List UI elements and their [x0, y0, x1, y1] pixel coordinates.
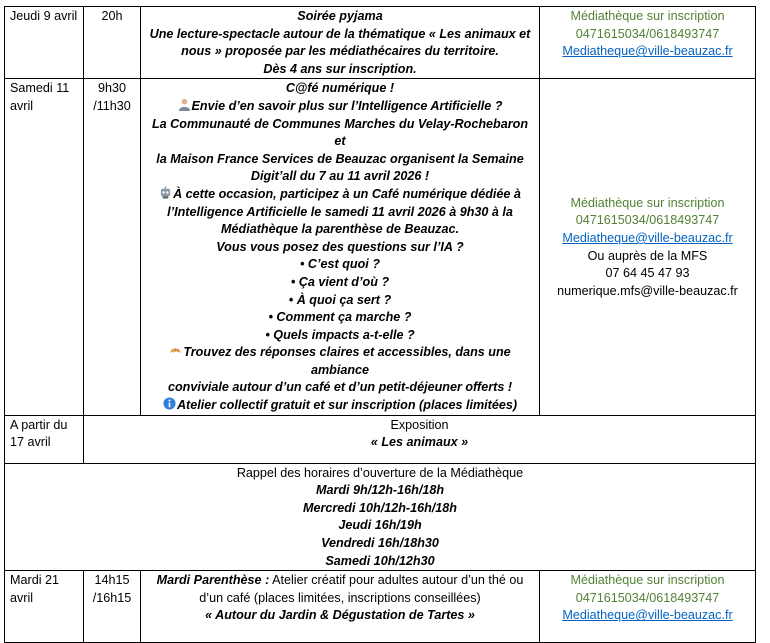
opening-hours-item: Mardi 9h/12h-16h/18h	[315, 483, 445, 498]
time-text: /11h30	[93, 98, 131, 113]
date-text: A partir du	[10, 417, 68, 432]
date-text: 17 avril	[10, 435, 51, 450]
event-line: Une lecture-spectacle autour de la thématique « Les animaux et	[149, 26, 531, 41]
event-contact	[540, 79, 756, 415]
event-title: Mardi Parenthèse :	[156, 573, 270, 588]
event-line: « Autour du Jardin & Dégustation de Tartes »	[205, 608, 475, 623]
croissant-icon	[169, 344, 182, 357]
event-row-exposition	[5, 415, 756, 463]
event-line: Digit’all du 7 au 11 avril 2026 !	[250, 169, 430, 184]
event-date	[5, 571, 84, 643]
event-line	[146, 572, 534, 590]
robot-icon	[159, 186, 172, 199]
contact-phone: 0471615034/0618493747	[575, 26, 720, 41]
event-time	[84, 571, 141, 643]
opening-hours-row	[5, 463, 756, 571]
event-title: Soirée pyjama	[297, 9, 383, 23]
event-description	[141, 571, 540, 643]
contact-place: Médiathèque sur inscription	[570, 195, 725, 210]
event-line	[146, 98, 534, 116]
event-line: nous » proposée par les médiathécaires du territoire.	[181, 44, 499, 59]
event-row-mardi-parenthese	[5, 571, 756, 643]
date-text: avril	[10, 98, 34, 113]
event-line	[146, 186, 534, 204]
opening-hours-item: Samedi 10h/12h30	[325, 553, 435, 568]
question-item: • Quels impacts a-t-elle ?	[265, 327, 415, 342]
info-icon	[163, 397, 176, 410]
event-title: Exposition	[390, 417, 449, 432]
event-contact	[540, 7, 756, 79]
event-line: la Maison France Services de Beauzac organisent la Semaine	[156, 151, 524, 166]
date-text: Samedi 11	[10, 81, 70, 96]
opening-hours-heading: Rappel des horaires d’ouverture de la Médiathèque	[236, 465, 524, 480]
event-date	[5, 415, 84, 463]
contact-email-link[interactable]: Mediatheque@ville-beauzac.fr	[562, 44, 733, 59]
question-item: • Ça vient d’où ?	[290, 274, 390, 289]
event-line-text: Envie d’en savoir plus sur l’Intelligence Artificielle ?	[191, 98, 503, 113]
event-line: Dès 4 ans sur inscription.	[263, 61, 417, 76]
event-line: d’un café (places limitées, inscriptions conseillées)	[199, 590, 481, 605]
time-text: 9h30	[97, 81, 127, 96]
date-text: Mardi 21	[10, 573, 59, 588]
question-item: • C’est quoi ?	[300, 257, 380, 272]
date-text: Jeudi 9 avril	[10, 9, 78, 23]
opening-hours-item: Mercredi 10h/12h-16h/18h	[303, 500, 457, 515]
event-line	[146, 397, 534, 415]
contact-email-link[interactable]: Mediatheque@ville-beauzac.fr	[562, 608, 733, 623]
event-line-text: Atelier collectif gratuit et sur inscription (places limitées)	[176, 398, 518, 413]
contact-phone: 0471615034/0618493747	[575, 590, 720, 605]
date-text: avril	[10, 590, 34, 605]
event-date	[5, 79, 84, 415]
time-text: /16h15	[92, 590, 132, 605]
contact-place: Médiathèque sur inscription	[570, 9, 725, 23]
event-time	[84, 79, 141, 415]
event-description	[141, 7, 540, 79]
event-contact	[540, 571, 756, 643]
event-description	[141, 79, 540, 415]
contact-phone: 0471615034/0618493747	[575, 213, 720, 228]
event-line-text: Atelier créatif pour adultes autour d’un thé ou	[269, 573, 524, 588]
event-line: conviviale autour d’un café et d’un petit-déjeuner offerts !	[167, 380, 513, 395]
event-line-text: Trouvez des réponses claires et accessibles, dans une ambiance	[183, 345, 511, 377]
question-item: • À quoi ça sert ?	[288, 292, 392, 307]
contact-email-link[interactable]: Mediatheque@ville-beauzac.fr	[562, 230, 733, 245]
time-text: 14h15	[94, 573, 130, 588]
event-line	[146, 344, 534, 379]
event-date	[5, 7, 84, 79]
mfs-email: numerique.mfs@ville-beauzac.fr	[557, 283, 738, 298]
event-line: Médiathèque la parenthèse de Beauzac.	[221, 222, 459, 237]
question-item: • Comment ça marche ?	[268, 310, 412, 325]
event-line: l’Intelligence Artificielle le samedi 11 avril 2026 à 9h30 à la	[167, 204, 513, 219]
event-title: C@fé numérique !	[285, 81, 395, 96]
contact-place: Médiathèque sur inscription	[570, 573, 725, 588]
opening-hours-item: Jeudi 16h/19h	[338, 518, 422, 533]
opening-hours-item: Vendredi 16h/18h30	[321, 536, 439, 551]
event-row-cafe-numerique	[5, 79, 756, 415]
event-line-text: À cette occasion, participez à un Café numérique dédiée à	[173, 186, 521, 201]
event-line: Vous vous posez des questions sur l’IA ?	[216, 239, 464, 254]
event-time	[84, 7, 141, 79]
mfs-phone: 07 64 45 47 93	[605, 266, 690, 281]
person-icon	[178, 98, 191, 111]
event-description	[84, 415, 756, 463]
events-table	[4, 6, 756, 643]
event-line: La Communauté de Communes Marches du Velay-Rochebaron et	[151, 116, 529, 149]
opening-hours	[5, 463, 756, 571]
event-row-soiree-pyjama	[5, 7, 756, 79]
time-text: 20h	[101, 9, 123, 23]
event-line: « Les animaux »	[370, 435, 469, 450]
mfs-label: Ou auprès de la MFS	[587, 248, 708, 263]
